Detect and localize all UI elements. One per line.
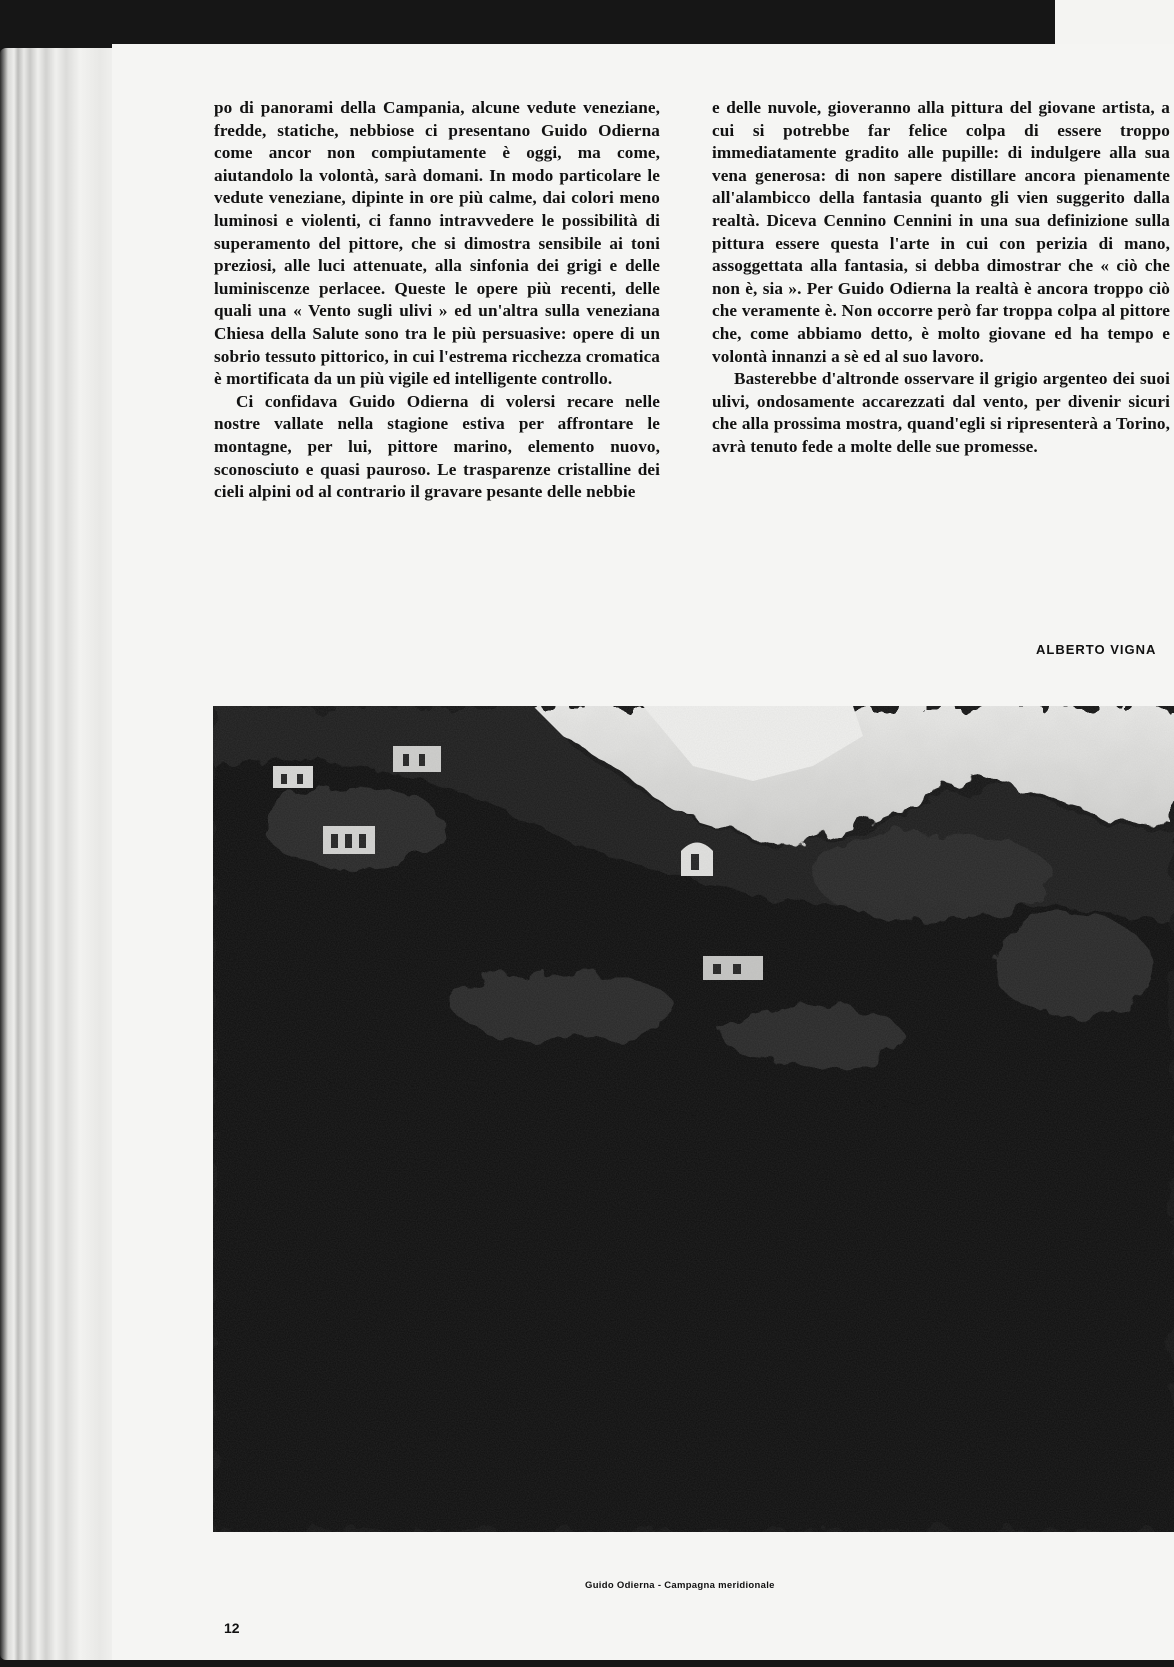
scan-edge-strip [1055,0,1174,44]
article-paragraph: Basterebbe d'altronde osservare il grigio argenteo dei suoi ulivi, ondosamente accarezzati dal vento, per divenir sicuri che alla prossima mostra, quand'egli si ripresenterà a Torino, avrà tenuto fede a molte delle sue promesse. [712,369,1170,456]
article-author: ALBERTO VIGNA [1036,642,1157,657]
article-right-column [712,97,1170,459]
article-paragraph: e delle nuvole, gioveranno alla pittura del giovane artista, a cui si potrebbe far felice colpa di essere troppo immediatamente gradito alle pupille: di indulgere alla sua vena generosa: di non sapere distillare ancora pienamente all'alambicco della fantasia quanto gli vien suggerito dalla realtà. Diceva Cennino Cennini in una sua definizione sulla pittura essere questa l'arte in cui con perizia di mano, assoggettata alla fantasia, si debba dimostrar che « ciò che non è, sia ». Per Guido Odierna la realtà è ancora troppo ciò che veramente è. Non occorre però far troppa colpa al pittore che, come abbiamo detto, è molto giovane ed ha tempo e volontà innanzi a sè ed al suo lavoro. [712,98,1170,366]
article-left-column [214,97,660,504]
painting-reproduction [213,706,1174,1532]
article-paragraph: po di panorami della Campania, alcune vedute veneziane, fredde, statiche, nebbiose ci presentano Guido Odierna come ancor non compiutamente è oggi, ma come, aiutandolo la volontà, sarà domani. In modo particolare le vedute veneziane, dipinte in ore più calme, dai colori meno luminosi e violenti, ci fanno intravvedere le possibilità di superamento del pittore, che si dimostra sensibile ai toni preziosi, alle luci attenuate, alla sinfonia dei grigi e delle luminiscenze perlacee. Queste le opere più recenti, delle quali una « Vento sugli ulivi » ed un'altra sulla veneziana Chiesa della Salute sono tra le più persuasive: opere di un sobrio tessuto pittorico, in cui l'estrema ricchezza cromatica è mortificata da un più vigile ed intelligente controllo. [214,98,660,389]
book-binding-edge [0,48,118,1660]
landscape-painting-image [213,706,1174,1532]
page-number: 12 [224,1620,240,1636]
article-paragraph: Ci confidava Guido Odierna di volersi recare nelle nostre vallate nella stagione estiva per affrontare le montagne, per lui, pittore marino, elemento nuovo, sconosciuto e quasi pauroso. Le trasparenze cristalline dei cieli alpini od al contrario il gravare pesante delle nebbie [214,391,660,502]
figure-caption: Guido Odierna - Campagna meridionale [585,1580,775,1591]
